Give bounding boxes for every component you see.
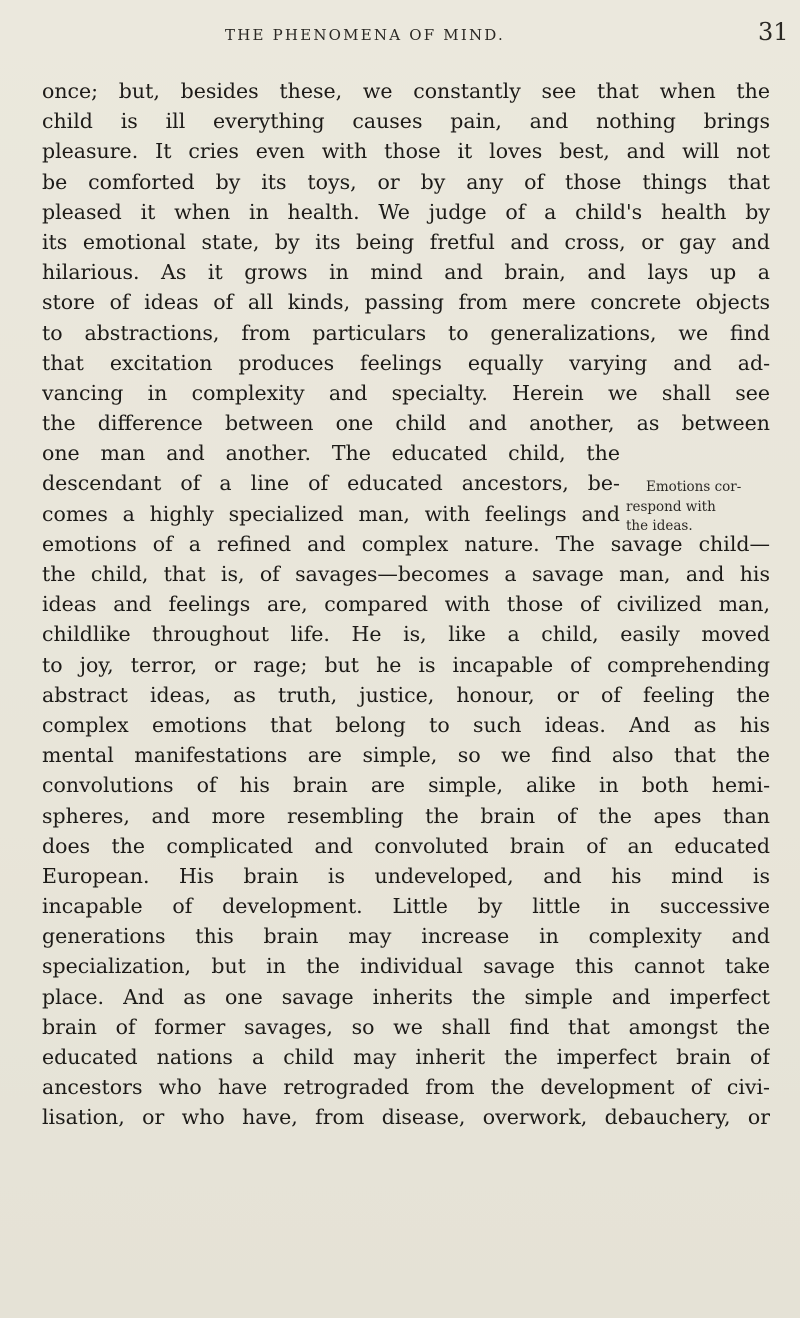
text-line: spheres, and more resembling the brain of the apes than [42,803,770,828]
text-line: childlike throughout life. He is, like a child, easily moved [42,622,770,647]
text-line: to abstractions, from particulars to generalizations, we find [42,320,770,345]
text-line: hilarious. As it grows in mind and brain, and lays up a [42,260,770,285]
text-line: mental manifestations are simple, so we find also that the [42,743,770,768]
text-line: ancestors who have retrograded from the development of civi- [42,1075,770,1100]
text-line: specialization, but in the individual savage this cannot take [42,954,770,979]
text-line: ideas and feelings are, compared with those of civilized man, [42,592,770,617]
margin-note-line: respond with [626,498,716,515]
text-line: comes a highly specialized man, with feelings and [42,501,620,526]
text-line: convolutions of his brain are simple, alike in both hemi- [42,773,770,798]
text-line: emotions of a refined and complex nature. The savage child— [42,531,770,556]
page-number: 31 [758,18,789,46]
margin-note [626,478,774,537]
text-line: its emotional state, by its being fretful and cross, or gay and [42,229,770,254]
text-line: store of ideas of all kinds, passing from mere concrete objects [42,290,770,315]
text-line: abstract ideas, as truth, justice, honour, or of feeling the [42,682,770,707]
margin-note-line: the ideas. [626,518,693,534]
text-line: vancing in complexity and specialty. Herein we shall see [42,380,770,405]
text-line: one man and another. The educated child, the [42,441,620,466]
text-line: be comforted by its toys, or by any of those things that [42,169,770,194]
text-line: complex emotions that belong to such ideas. And as his [42,712,770,737]
text-line: the difference between one child and another, as between [42,411,770,436]
text-line: pleased it when in health. We judge of a child's health by [42,199,770,224]
text-line: once; but, besides these, we constantly see that when the [42,79,770,103]
text-line: pleasure. It cries even with those it loves best, and will not [42,139,770,164]
text-line: does the complicated and convoluted brain of an educated [42,833,770,858]
text-line: child is ill everything causes pain, and nothing brings [42,109,770,134]
text-line: European. His brain is undeveloped, and his mind is [42,863,770,888]
text-line: to joy, terror, or rage; but he is incapable of comprehending [42,652,770,677]
text-line: descendant of a line of educated ancestors, be- [42,471,620,496]
text-line: that excitation produces feelings equally varying and ad- [42,350,770,375]
text-line: place. And as one savage inherits the simple and imperfect [42,984,770,1009]
body-text [42,76,770,1133]
text-line: generations this brain may increase in complexity and [42,924,770,949]
text-line: educated nations a child may inherit the imperfect brain of [42,1045,770,1069]
running-head: THE PHENOMENA OF MIND. [225,26,505,44]
text-line: incapable of development. Little by little in successive [42,894,770,919]
text-line: the child, that is, of savages—becomes a savage man, and his [42,562,770,586]
text-line: brain of former savages, so we shall find that amongst the [42,1014,770,1039]
margin-note-line: Emotions cor- [646,479,742,495]
text-line: lisation, or who have, from disease, overwork, debauchery, or [42,1105,770,1130]
